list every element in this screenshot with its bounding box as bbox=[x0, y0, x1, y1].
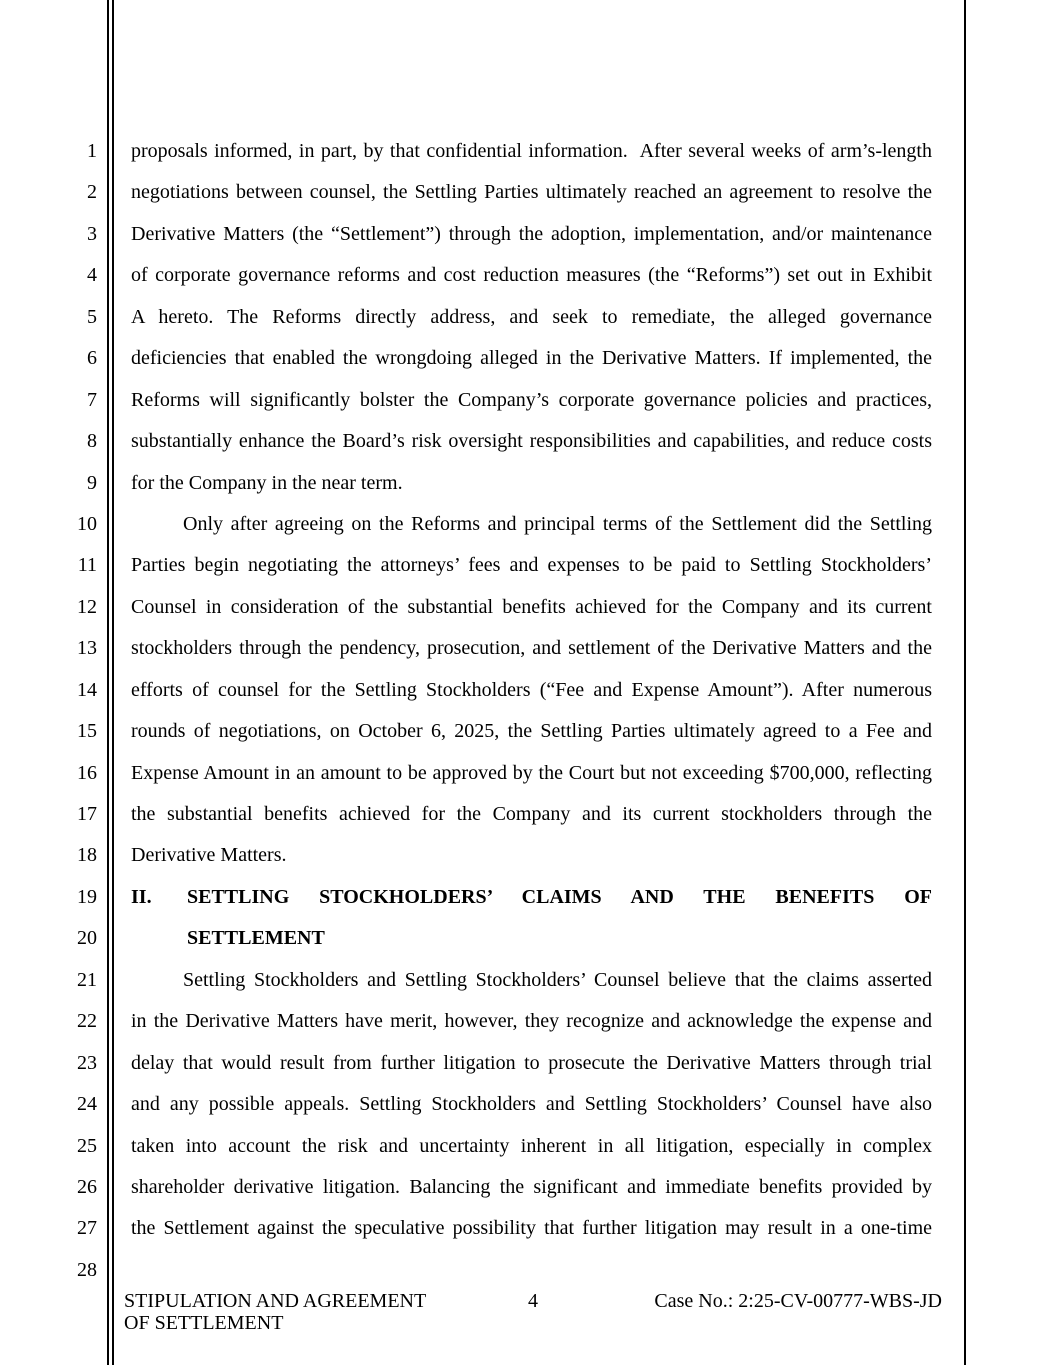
text-line: deficiencies that enabled the wrongdoing alleged in the Derivative Matters. If implemented, the bbox=[131, 347, 932, 370]
line-number: 17 bbox=[77, 803, 97, 825]
line-number: 25 bbox=[77, 1134, 97, 1157]
text-line: in the Derivative Matters have merit, however, they recognize and acknowledge the expense and bbox=[131, 1010, 932, 1033]
text-line: of corporate governance reforms and cost reduction measures (the “Reforms”) set out in Exhibit bbox=[131, 264, 932, 287]
line-number: 5 bbox=[87, 305, 97, 328]
line-number: 4 bbox=[87, 264, 97, 287]
text-line: negotiations between counsel, the Settling Parties ultimately reached an agreement to resolve the bbox=[131, 181, 932, 204]
line-number: 23 bbox=[77, 1051, 97, 1074]
text-line: stockholders through the pendency, prosecution, and settlement of the Derivative Matters and the bbox=[131, 637, 932, 660]
line-number: 28 bbox=[77, 1258, 97, 1281]
text-line: delay that would result from further litigation to prosecute the Derivative Matters through trial bbox=[131, 1051, 932, 1074]
text-line: Settling Stockholders and Settling Stockholders’ Counsel believe that the claims asserted bbox=[183, 968, 932, 991]
document-body bbox=[131, 131, 932, 1291]
line-number: 20 bbox=[77, 927, 97, 950]
line-number: 14 bbox=[77, 678, 97, 701]
line-number: 18 bbox=[77, 844, 97, 867]
text-line: the Settlement against the speculative possibility that further litigation may result in a one-time bbox=[131, 1217, 932, 1240]
text-line: rounds of negotiations, on October 6, 2025, the Settling Parties ultimately agreed to a Fee and bbox=[131, 720, 932, 743]
line-number-column bbox=[0, 131, 97, 1291]
text-line: substantially enhance the Board’s risk oversight responsibilities and capabilities, and reduce costs bbox=[131, 430, 932, 453]
line-number: 22 bbox=[77, 1010, 97, 1033]
section-heading bbox=[131, 877, 932, 918]
line-number: 9 bbox=[87, 471, 97, 494]
right-margin-rule bbox=[964, 0, 966, 1365]
text-line: Derivative Matters. bbox=[131, 844, 287, 867]
line-number: 2 bbox=[87, 181, 97, 204]
footer-title-line1: STIPULATION AND AGREEMENT bbox=[124, 1290, 427, 1312]
page-number: 4 bbox=[528, 1290, 538, 1312]
text-line: Only after agreeing on the Reforms and principal terms of the Settlement did the Settling bbox=[183, 512, 932, 535]
text-line: the substantial benefits achieved for the Company and its current stockholders through the bbox=[131, 803, 932, 825]
line-number: 19 bbox=[77, 885, 97, 908]
line-number: 21 bbox=[77, 968, 97, 991]
text-line: Parties begin negotiating the attorneys’ fees and expenses to be paid to Settling Stockholders’ bbox=[131, 554, 932, 577]
line-number: 6 bbox=[87, 347, 97, 370]
line-number: 12 bbox=[77, 595, 97, 618]
footer-title-line2: OF SETTLEMENT bbox=[124, 1311, 284, 1334]
line-number: 10 bbox=[77, 512, 97, 535]
left-double-rule bbox=[107, 0, 114, 1365]
text-line: A hereto. The Reforms directly address, and seek to remediate, the alleged governance bbox=[131, 305, 932, 328]
text-line: shareholder derivative litigation. Balancing the significant and immediate benefits provided by bbox=[131, 1175, 932, 1198]
text-line: Expense Amount in an amount to be approved by the Court but not exceeding $700,000, reflecting bbox=[131, 761, 932, 784]
text-line: for the Company in the near term. bbox=[131, 471, 403, 494]
line-number: 13 bbox=[77, 637, 97, 660]
page-footer bbox=[124, 1291, 942, 1341]
text-line: Derivative Matters (the “Settlement”) through the adoption, implementation, and/or maintenance bbox=[131, 222, 932, 245]
footer-document-title bbox=[124, 1291, 426, 1334]
line-number: 3 bbox=[87, 222, 97, 245]
line-number: 11 bbox=[77, 554, 97, 577]
text-line: proposals informed, in part, by that confidential information. After several weeks of arm’s-length bbox=[131, 140, 932, 162]
section-numeral: II. bbox=[131, 885, 152, 908]
text-line: taken into account the risk and uncertainty inherent in all litigation, especially in complex bbox=[131, 1134, 932, 1157]
text-line: and any possible appeals. Settling Stockholders and Settling Stockholders’ Counsel have also bbox=[131, 1093, 932, 1116]
line-number: 7 bbox=[87, 388, 97, 411]
line-number: 15 bbox=[77, 720, 97, 743]
text-line: efforts of counsel for the Settling Stockholders (“Fee and Expense Amount”). After numerous bbox=[131, 678, 932, 701]
section-heading-continued: SETTLEMENT bbox=[187, 927, 325, 950]
section-heading-text: SETTLING STOCKHOLDERS’ CLAIMS AND THE BENEFITS OF bbox=[187, 885, 932, 908]
case-number: Case No.: 2:25-CV-00777-WBS-JD bbox=[654, 1290, 942, 1312]
line-number: 26 bbox=[77, 1175, 97, 1198]
text-line: Counsel in consideration of the substantial benefits achieved for the Company and its current bbox=[131, 595, 932, 618]
text-line: Reforms will significantly bolster the Company’s corporate governance policies and practices, bbox=[131, 388, 932, 411]
line-number: 27 bbox=[77, 1217, 97, 1240]
line-number: 16 bbox=[77, 761, 97, 784]
line-number: 8 bbox=[87, 430, 97, 453]
line-number: 1 bbox=[87, 140, 97, 162]
line-number: 24 bbox=[77, 1093, 97, 1116]
text-line-empty bbox=[131, 1250, 932, 1291]
